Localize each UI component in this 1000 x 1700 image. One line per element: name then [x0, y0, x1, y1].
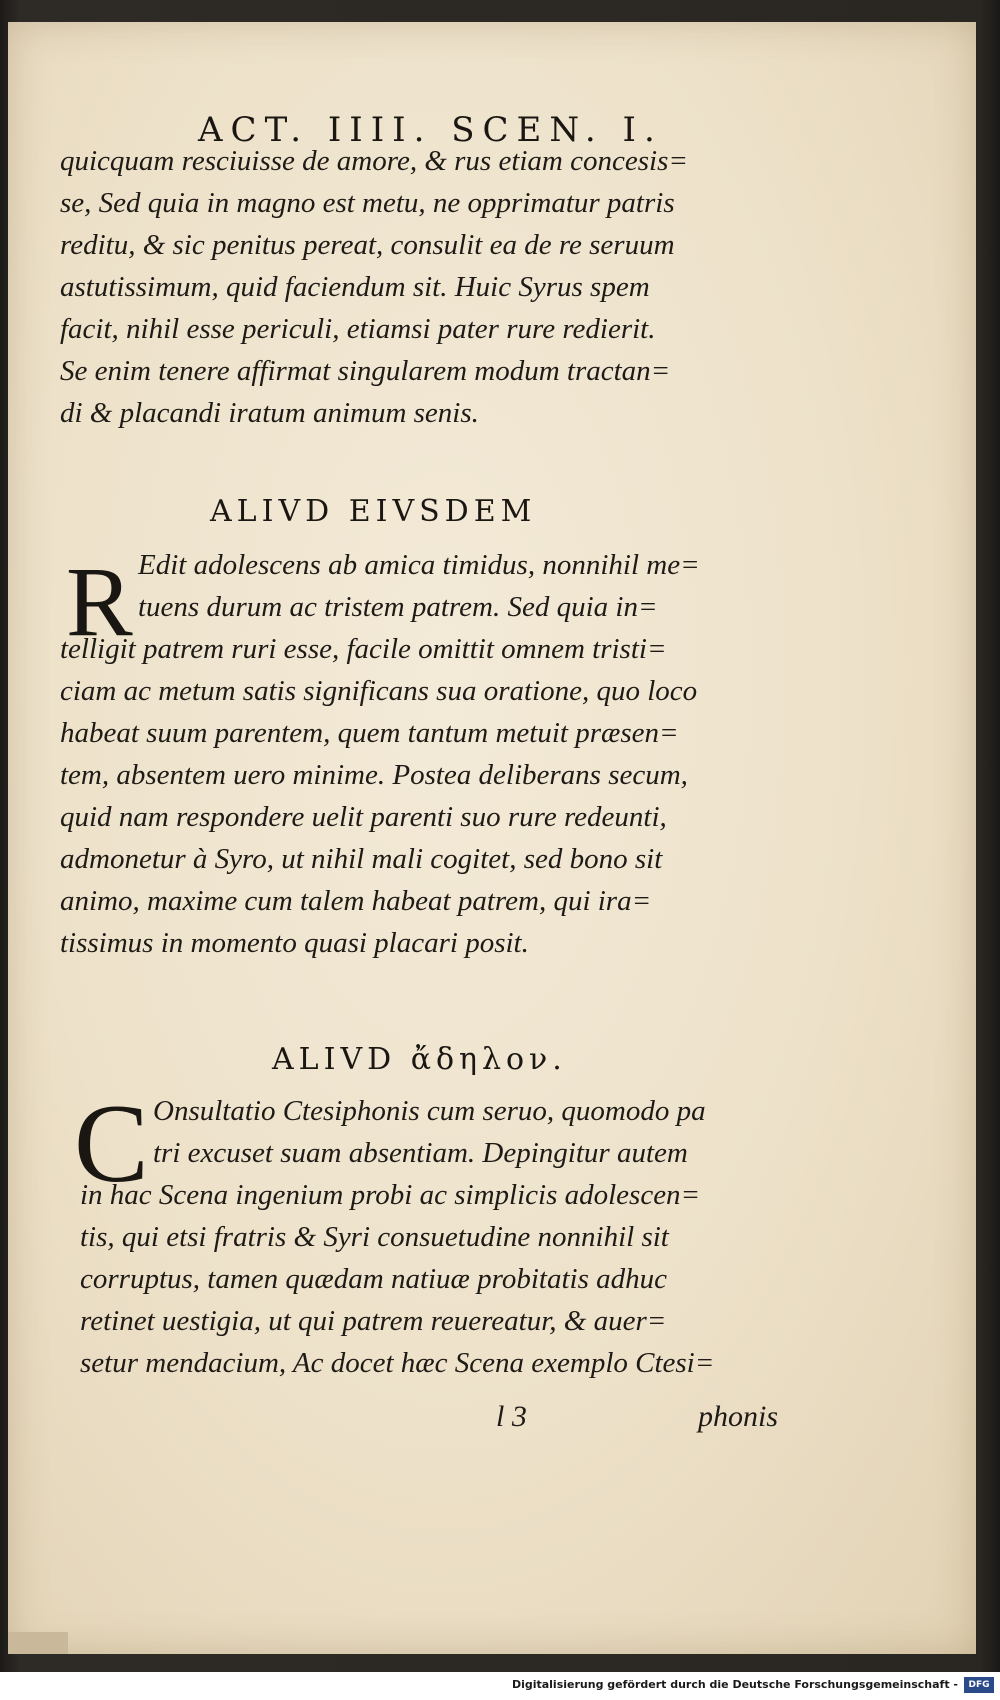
paragraph-3-indented: [153, 1090, 803, 1174]
text-line: facit, nihil esse periculi, etiamsi pater rure redierit.: [60, 313, 656, 345]
paragraph-2: [60, 628, 800, 964]
text-line: animo, maxime cum talem habeat patrem, qui ira=: [60, 885, 652, 917]
paragraph-2-indented: [138, 544, 798, 628]
text-line: tri excuset suam absentiam. Depingitur autem: [153, 1137, 688, 1169]
text-line: tem, absentem uero minime. Postea deliberans secum,: [60, 759, 688, 791]
text-line: retinet uestigia, ut qui patrem reuereatur, & auer=: [80, 1305, 667, 1337]
text-line: corruptus, tamen quædam natiuæ probitatis adhuc: [80, 1263, 667, 1295]
text-line: se, Sed quia in magno est metu, ne opprimatur patris: [60, 187, 675, 219]
section-heading: ALIVD EIVSDEM: [210, 494, 537, 529]
drop-cap: C: [74, 1082, 149, 1206]
text-line: Edit adolescens ab amica timidus, nonnihil me=: [138, 549, 700, 581]
text-line: tissimus in momento quasi placari posit.: [60, 927, 529, 959]
drop-cap: R: [66, 546, 133, 657]
text-line: reditu, & sic penitus pereat, consulit ea de re seruum: [60, 229, 675, 261]
text-line: Onsultatio Ctesiphonis cum seruo, quomodo pa: [153, 1095, 706, 1127]
text-line: in hac Scena ingenium probi ac simplicis adolescen=: [80, 1179, 701, 1211]
text-line: Se enim tenere affirmat singularem modum tractan=: [60, 355, 671, 387]
page-edge-tab: [8, 1632, 68, 1654]
section-heading: ALIVD ἄδηλον.: [272, 1042, 567, 1077]
paragraph-1: [60, 140, 800, 434]
text-line: tis, qui etsi fratris & Syri consuetudine nonnihil sit: [80, 1221, 669, 1253]
text-line: quid nam respondere uelit parenti suo rure redeunti,: [60, 801, 667, 833]
book-page: [8, 22, 976, 1654]
text-line: admonetur à Syro, ut nihil mali cogitet, sed bono sit: [60, 843, 663, 875]
footer-credit-bar: [0, 1672, 1000, 1700]
running-head: ACT. IIII. SCEN. I.: [198, 110, 663, 150]
text-line: astutissimum, quid faciendum sit. Huic Syrus spem: [60, 271, 650, 303]
text-line: di & placandi iratum animum senis.: [60, 397, 479, 429]
text-line: habeat suum parentem, quem tantum metuit præsen=: [60, 717, 679, 749]
text-line: telligit patrem ruri esse, facile omittit omnem tristi=: [60, 633, 667, 665]
dfg-logo-icon: DFG: [964, 1677, 994, 1693]
text-line: quicquam resciuisse de amore, & rus etiam concesis=: [60, 145, 688, 177]
signature-mark: l 3: [496, 1400, 527, 1433]
catchword: phonis: [698, 1400, 779, 1433]
footer-credit: Digitalisierung gefördert durch die Deutsche Forschungsgemeinschaft -: [511, 1678, 958, 1691]
text-line: ciam ac metum satis significans sua oratione, quo loco: [60, 675, 698, 707]
paragraph-3: [80, 1174, 820, 1384]
text-line: tuens durum ac tristem patrem. Sed quia in=: [138, 591, 658, 623]
text-line: setur mendacium, Ac docet hæc Scena exemplo Ctesi=: [80, 1347, 715, 1379]
